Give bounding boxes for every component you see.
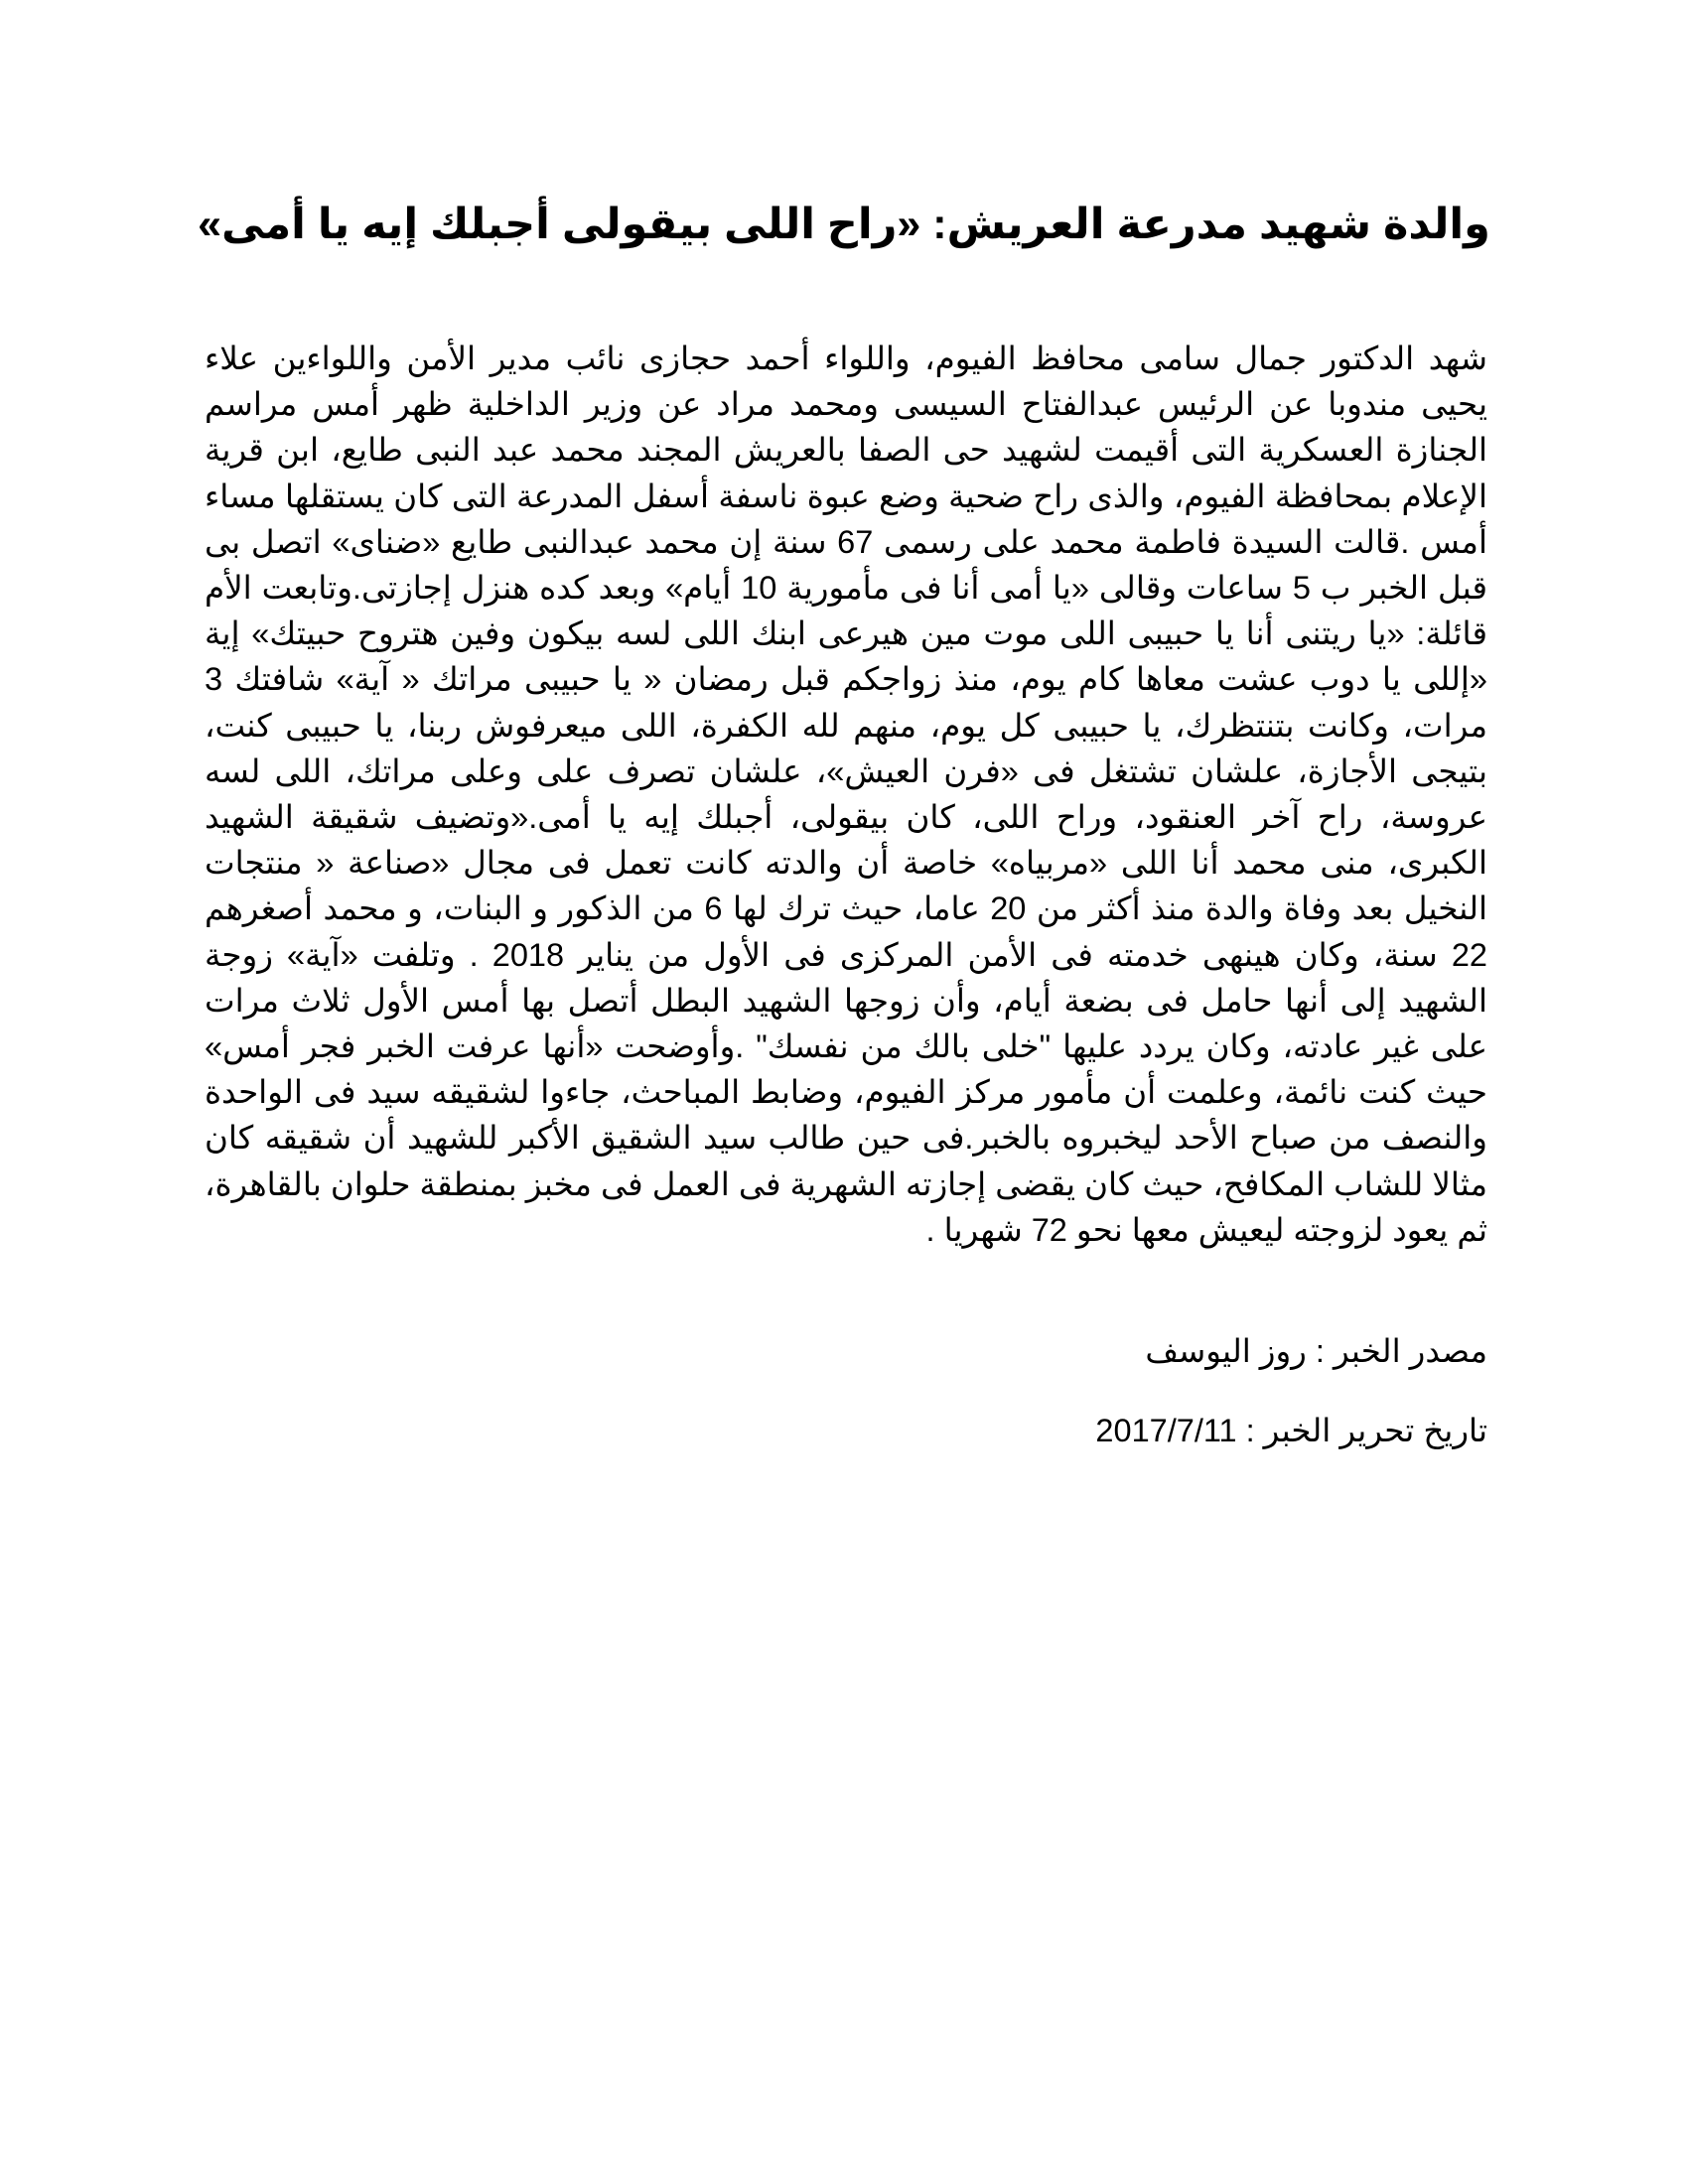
edit-date: تاريخ تحرير الخبر : 2017/7/11	[1095, 1413, 1487, 1448]
news-source: مصدر الخبر : روز اليوسف	[1145, 1333, 1487, 1369]
article-body: شهد الدكتور جمال سامى محافظ الفيوم، واللواء أحمد حجازى نائب مدير الأمن واللواءين علاء يحيى مندوبا عن الرئيس عبدالفتاح السيسى ومحمد مراد عن وزير الداخلية ظهر أمس مراسم الجنازة العسكرية التى أقيمت لشهيد حى الصفا بالعريش المجند محمد عبد النبى طايع، ابن قرية الإعلام بمحافظة الفيوم، والذى راح ضحية وضع عبوة ناسفة أسفل المدرعة التى كان يستقلها مساء أمس .قالت السيدة فاطمة محمد على رسمى 67 سنة إن محمد عبدالنبى طايع «ضناى» اتصل بى قبل الخبر ب 5 ساعات وقالى «يا أمى أنا فى مأمورية 10 أيام» وبعد كده هنزل إجازتى.وتابعت الأم قائلة: «يا ريتنى أنا يا حبيبى اللى موت مين هيرعى ابنك اللى لسه بيكون وفين هتروح حبيتك» إية «إللى يا دوب عشت معاها كام يوم، منذ زواجكم قبل رمضان « يا حبيبى مراتك « آية» شافتك 3 مرات، وكانت بتنتظرك، يا حبيبى كل يوم، منهم لله الكفرة، اللى ميعرفوش ربنا، يا حبيبى كنت، بتيجى الأجازة، علشان تشتغل فى «فرن العيش»، علشان تصرف على وعلى مراتك، اللى لسه عروسة، راح آخر العنقود، وراح اللى، كان بيقولى، أجبلك إيه يا أمى.«وتضيف شقيقة الشهيد الكبرى، منى محمد أنا اللى «مربياه» خاصة أن والدته كانت تعمل فى مجال «صناعة « منتجات النخيل بعد وفاة والدة منذ أكثر من 20 عاما، حيث ترك لها 6 من الذكور و البنات، و محمد أصغرهم 22 سنة، وكان هينهى خدمته فى الأمن المركزى فى الأول من يناير 2018 . وتلفت «آية» زوجة الشهيد إلى أنها حامل فى بضعة أيام، وأن زوجها الشهيد البطل أتصل بها أمس الأول ثلاث مرات على غير عادته، وكان يردد عليها "خلى بالك من نفسك" .وأوضحت «أنها عرفت الخبر فجر أمس» حيث كنت نائمة، وعلمت أن مأمور مركز الفيوم، وضابط المباحث، جاءوا لشقيقه سيد فى الواحدة والنصف من صباح الأحد ليخبروه بالخبر.فى حين طالب سيد الشقيق الأكبر للشهيد أن شقيقه كان مثالا للشاب المكافح، حيث كان يقضى إجازته الشهرية فى العمل فى مخبز بمنطقة حلوان بالقاهرة، ثم يعود لزوجته ليعيش معها نحو 72 شهريا .	[205, 341, 1487, 1248]
article-title: والدة شهيد مدرعة العريش: «راح اللى بيقولى أجبلك إيه يا أمى»	[198, 201, 1490, 248]
